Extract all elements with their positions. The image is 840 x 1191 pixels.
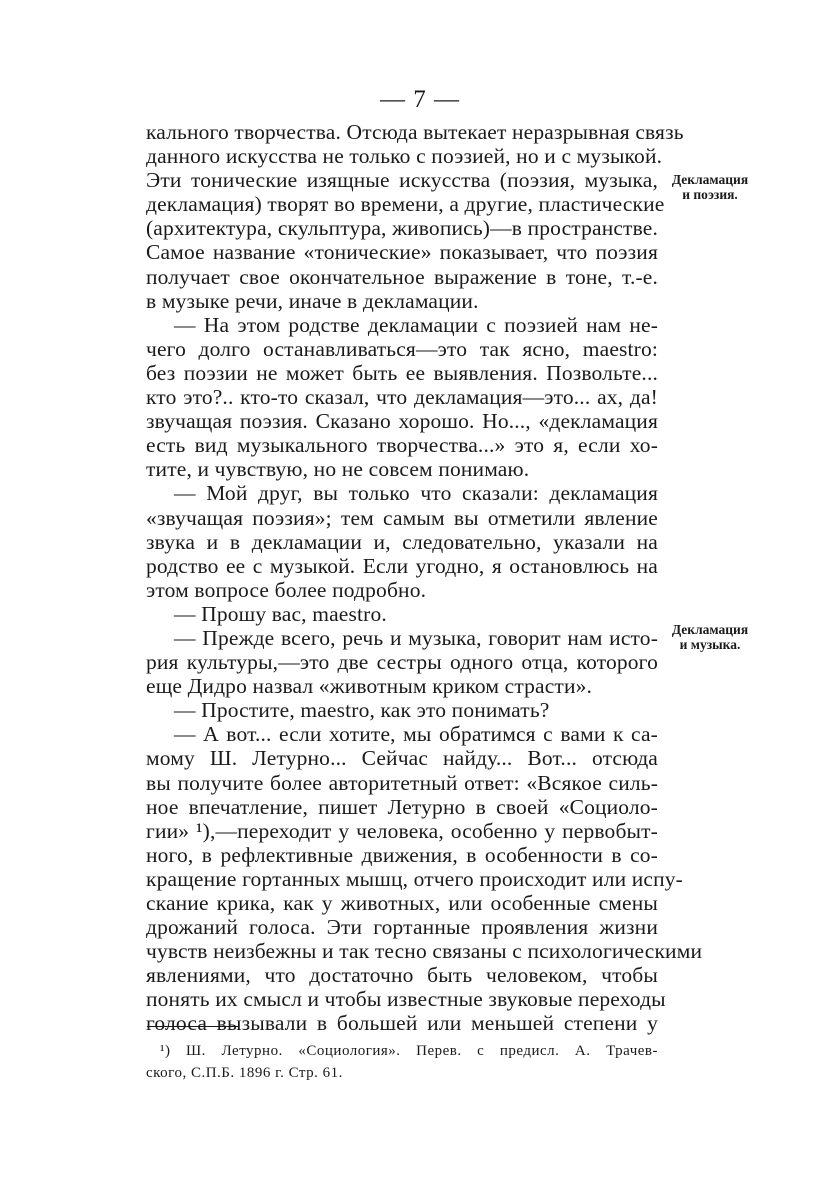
margin-note-line: Декламация — [671, 172, 749, 187]
margin-note-line: Декламация — [671, 622, 749, 637]
text-line: ного, в рефлективные движения, в особенности в со- — [146, 842, 658, 867]
text-line: звука и в декламации и, следовательно, указали на — [146, 529, 658, 554]
text-line: — Прежде всего, речь и музыка, говорит нам исто- — [174, 625, 658, 650]
text-line: скание крика, как у животных, или особенные смены — [146, 891, 658, 915]
text-line: получает свое окончательное выражение в тоне, т.-е. — [146, 264, 658, 289]
text-line: в музыке речи, иначе в декламации. — [146, 288, 479, 313]
page-number: — 7 — — [380, 86, 460, 113]
text-line: Самое название «тонические» показывает, что поэзия — [146, 240, 658, 265]
text-line: ное впечатление, пишет Летурно в своей «Социоло- — [146, 794, 658, 819]
text-line: (архитектура, скульптура, живопись)—в пространстве. — [146, 216, 658, 241]
margin-note-line: и музыка. — [679, 637, 741, 652]
footnote-line: ¹) Ш. Летурно. «Социология». Перев. с предисл. А. Трачев- — [160, 1043, 658, 1059]
text-line: вы получите более авторитетный ответ: «Всякое силь- — [146, 770, 658, 795]
body-text — [146, 120, 703, 1036]
text-line: — Простите, maestro, как это понимать? — [174, 698, 550, 723]
text-line: явлениями, что достаточно быть человеком, чтобы — [146, 963, 658, 988]
text-line: — Прошу вас, maestro. — [174, 601, 387, 626]
text-line: звучащая поэзия. Сказано хорошо. Но..., «декламация — [146, 409, 658, 434]
text-line: гии» ¹),—переходит у человека, особенно у первобыт- — [146, 818, 658, 843]
text-line: декламация) творят во времени, а другие, пластические — [146, 192, 665, 217]
margin-note — [660, 622, 760, 652]
text-line: — На этом родстве декламации с поэзией нам не- — [174, 312, 658, 337]
margin-note — [660, 172, 760, 202]
text-line: данного искусства не только с поэзией, но и с музыкой. — [146, 144, 663, 169]
text-line: кального творчества. Отсюда вытекает неразрывная связь — [146, 120, 684, 144]
text-line: этом вопросе более подробно. — [146, 577, 427, 602]
text-line: еще Дидро назвал «животным криком страсти». — [146, 674, 593, 699]
footnote — [146, 1040, 658, 1084]
text-line: тите, и чувствую, но не совсем понимаю. — [146, 457, 530, 482]
text-line: «звучащая поэзия»; тем самым вы отметили явление — [146, 505, 658, 530]
footnote-line: ского, С.П.Б. 1896 г. Стр. 61. — [146, 1065, 343, 1081]
text-line: голоса вызывали в большей или меньшей степени у — [146, 1011, 658, 1036]
text-line: дрожаний голоса. Эти гортанные проявления жизни — [146, 915, 658, 940]
text-line: — Мой друг, вы только что сказали: декламация — [174, 481, 658, 506]
text-line: чего долго останавливаться—это так ясно, maestro: — [146, 336, 658, 361]
text-line: без поэзии не может быть ее выявления. Позвольте... — [146, 360, 658, 385]
text-line: Эти тонические изящные искусства (поэзия, музыка, — [146, 168, 658, 193]
text-line: родство ее с музыкой. Если угодно, я остановлюсь на — [146, 553, 658, 578]
text-line: понять их смысл и чтобы известные звуковые переходы — [146, 987, 666, 1012]
text-line: кращение гортанных мышц, отчего происходит или испу- — [146, 866, 683, 891]
text-line: мому Ш. Летурно... Сейчас найду... Вот... отсюда — [146, 746, 658, 771]
text-line: кто это?.. кто-то сказал, что декламация—это... ах, да! — [146, 385, 658, 410]
text-line: — А вот... если хотите, мы обратимся с вами к са- — [174, 722, 658, 747]
footnote-divider — [147, 1026, 239, 1027]
text-line: есть вид музыкального творчества...» это я, если хо- — [146, 433, 658, 458]
text-line: чувств неизбежны и так тесно связаны с психологическими — [146, 939, 703, 964]
text-line: рия культуры,—это две сестры одного отца, которого — [146, 650, 658, 675]
margin-note-line: и поэзия. — [682, 187, 738, 202]
